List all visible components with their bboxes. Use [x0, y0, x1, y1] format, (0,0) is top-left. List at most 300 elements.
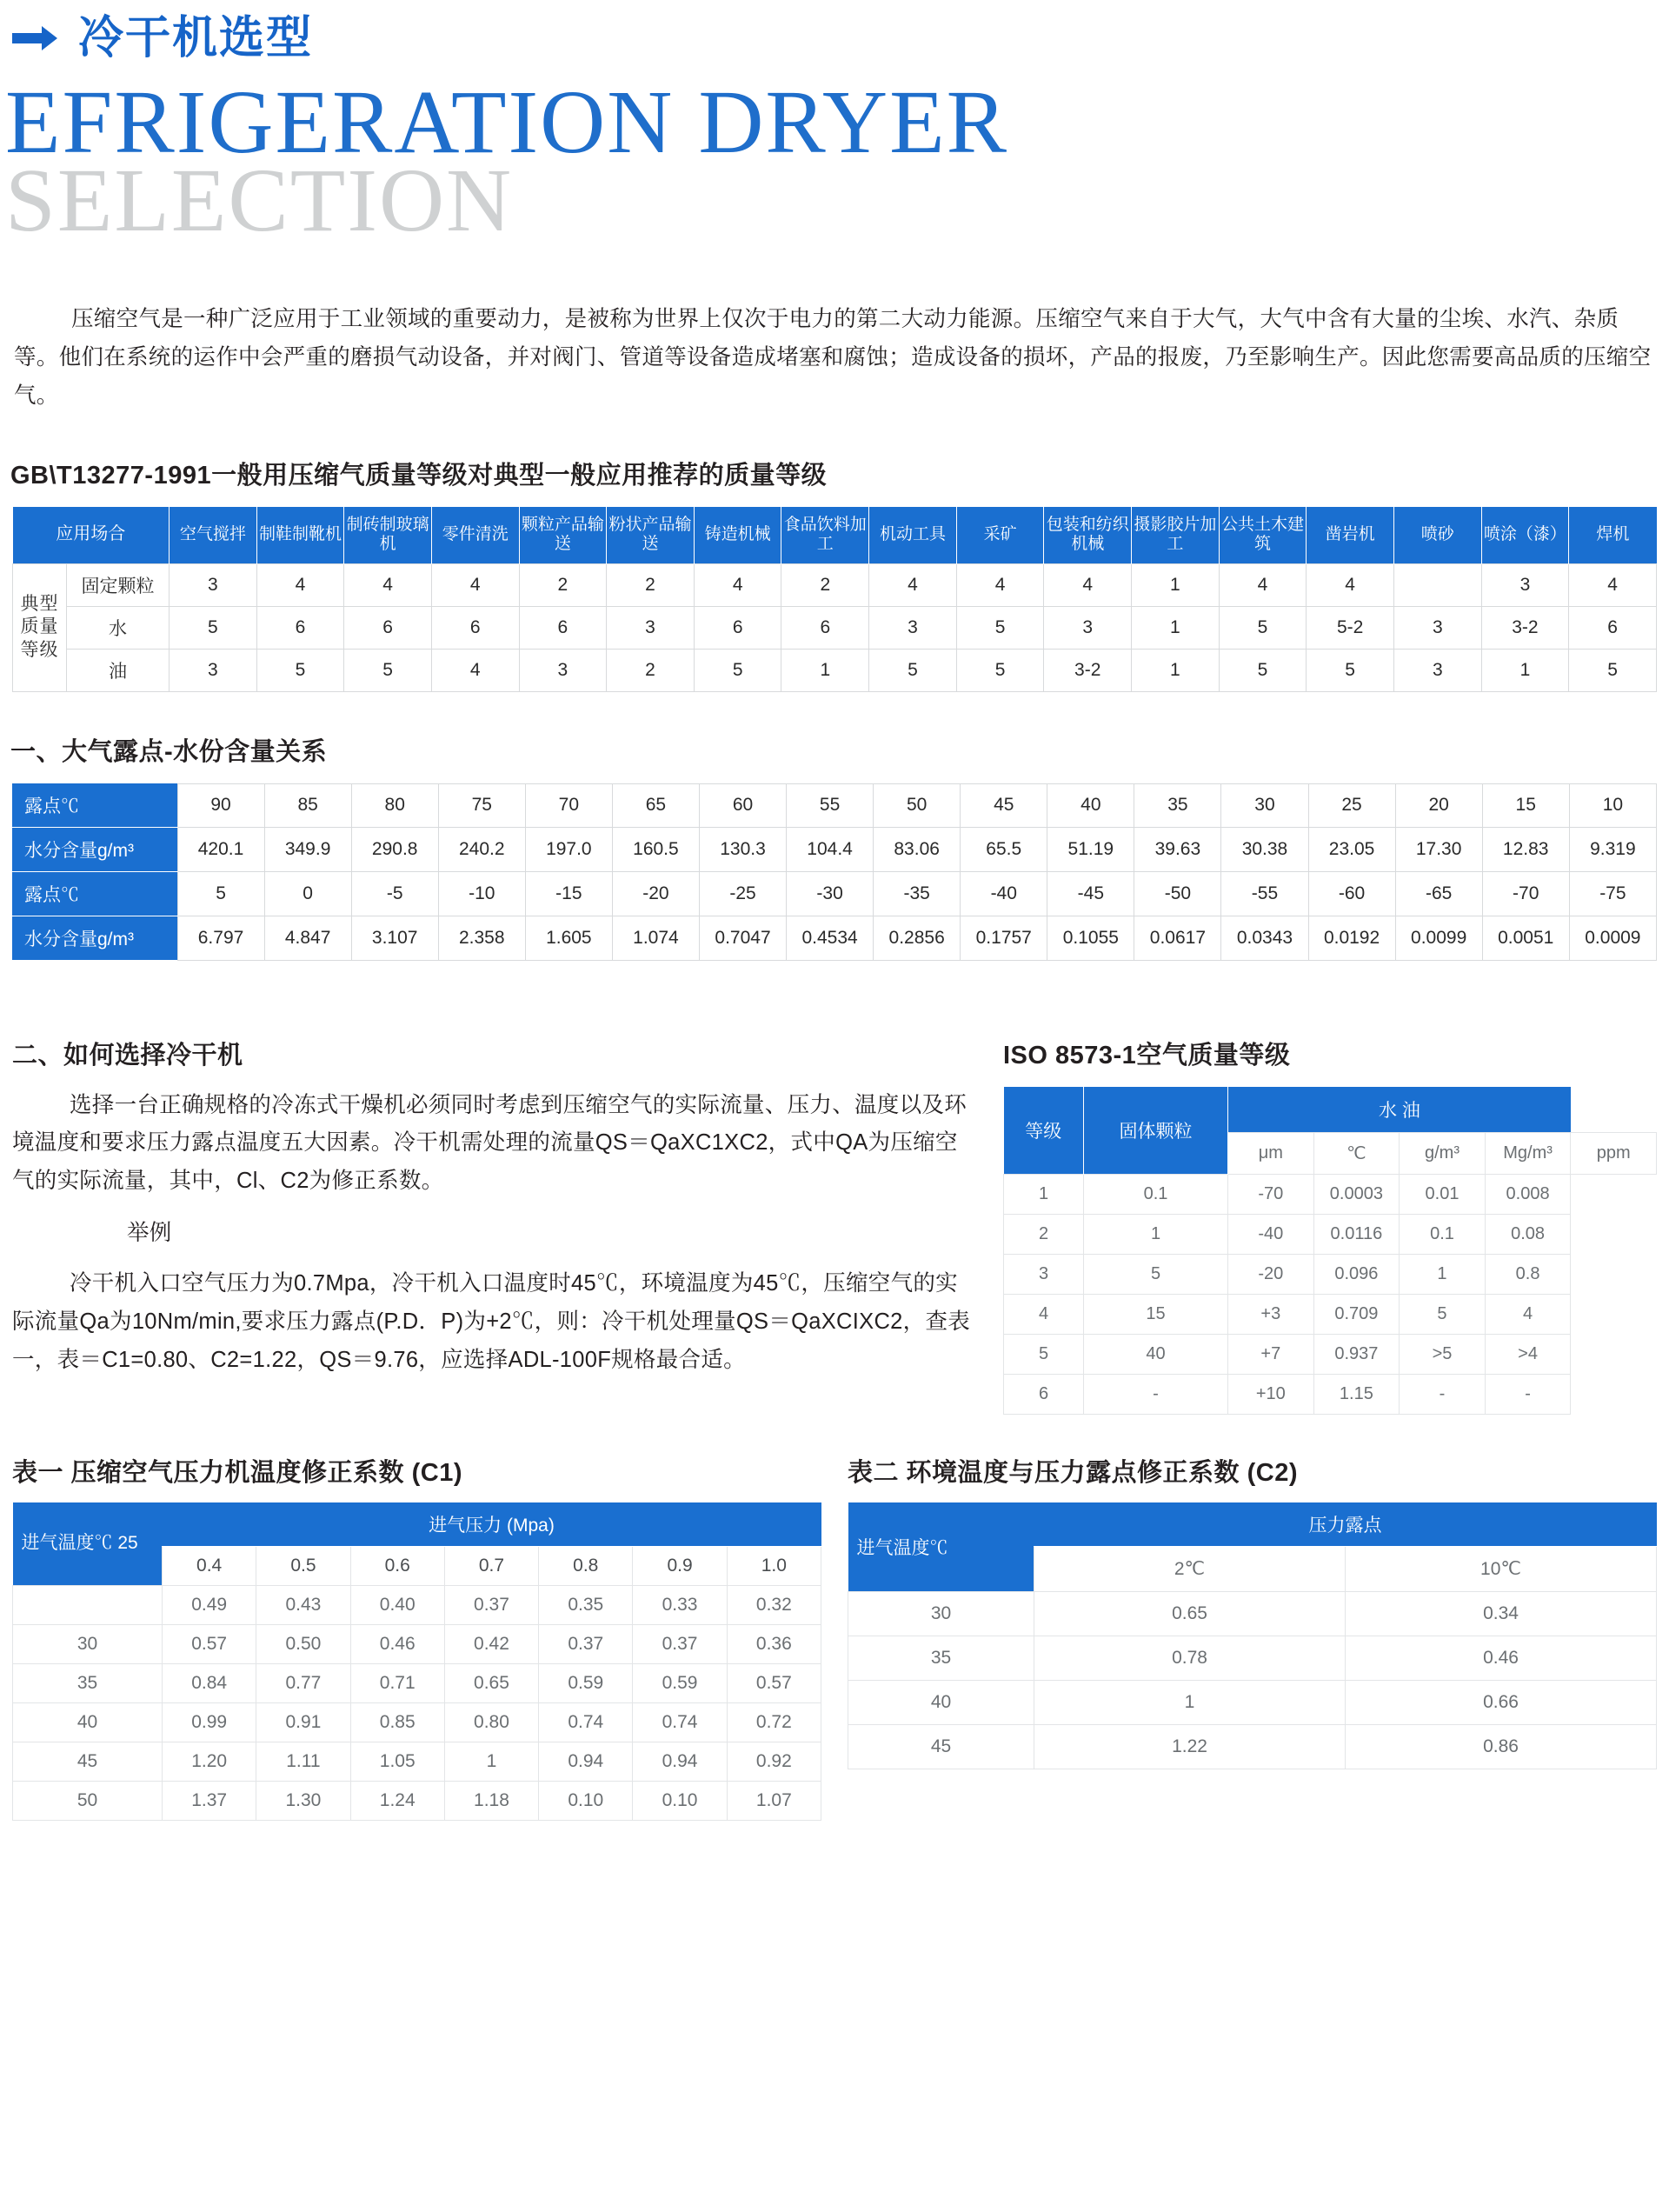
cell: 0.937	[1313, 1334, 1400, 1374]
gb-row-label-0: 固定颗粒	[67, 563, 170, 606]
howto-paragraph-1: 选择一台正确规格的冷冻式干燥机必须同时考虑到压缩空气的实际流量、压力、温度以及环境温度和要求压力露点温度五大因素。冷干机需处理的流量QS＝QaXC1XC2，式中QA为压缩空气的实际流量，其中，Cl、C2为修正系数。	[12, 1092, 967, 1194]
cell: 0.94	[539, 1742, 633, 1781]
table-c1-column	[12, 1453, 821, 1821]
cell: 5	[956, 606, 1044, 649]
iso-col-water-oil: 水 油	[1228, 1087, 1571, 1133]
page-header	[0, 0, 1669, 61]
cell: 1	[1132, 649, 1220, 691]
cell: 3	[519, 649, 607, 691]
row-label: 45	[848, 1724, 1034, 1769]
gb-corner-label: 应用场合	[13, 507, 170, 563]
cell: 10	[1569, 783, 1656, 828]
cell: 6	[781, 606, 869, 649]
cell: -40	[1228, 1214, 1314, 1254]
iso-unit-2: ℃	[1313, 1132, 1400, 1174]
cell: 0.008	[1485, 1174, 1571, 1214]
gb-section-heading: GB\T13277-1991一般用压缩气质量等级对典型一般应用推荐的质量等级	[10, 461, 828, 490]
cell: 6	[344, 606, 432, 649]
cell: 0.37	[633, 1624, 727, 1663]
cell: 0.59	[633, 1663, 727, 1702]
cell: 3	[170, 563, 257, 606]
cell: -5	[351, 872, 438, 916]
cell: 23.05	[1308, 828, 1395, 872]
cell	[1393, 563, 1481, 606]
cell: 1	[781, 649, 869, 691]
cell: 4	[956, 563, 1044, 606]
cell: 40	[1084, 1334, 1228, 1374]
cell: 2	[781, 563, 869, 606]
table-row	[848, 1636, 1657, 1680]
cell: 25	[1308, 783, 1395, 828]
gb-col-14: 喷砂	[1393, 507, 1481, 563]
cell: 2.358	[438, 916, 525, 961]
iso-unit-3: g/m³	[1400, 1132, 1486, 1174]
cell: 0.2856	[874, 916, 961, 961]
cell: 60	[699, 783, 786, 828]
row-label: 40	[848, 1680, 1034, 1724]
table-row	[1004, 1334, 1657, 1374]
gb-col-4: 颗粒产品输送	[519, 507, 607, 563]
cell: 6	[1004, 1374, 1084, 1414]
cell: +7	[1228, 1334, 1314, 1374]
correction-tables-section	[12, 1453, 1657, 1821]
cell: 1	[1132, 563, 1220, 606]
cell: 0.10	[633, 1781, 727, 1820]
cell: 1.37	[163, 1781, 256, 1820]
gb-col-12: 公共土木建筑	[1219, 507, 1307, 563]
cell: 1.605	[525, 916, 612, 961]
cell: -70	[1228, 1174, 1314, 1214]
cell: 80	[351, 783, 438, 828]
cell: 3	[170, 649, 257, 691]
cell: 1.18	[444, 1781, 538, 1820]
cell: 3	[1004, 1254, 1084, 1294]
cell: 0.9	[633, 1546, 727, 1585]
table-row	[13, 1624, 821, 1663]
table-row	[848, 1591, 1657, 1636]
iso-quality-table	[1003, 1087, 1657, 1415]
cell: 0.8	[539, 1546, 633, 1585]
cell: 90	[177, 783, 264, 828]
cell: -75	[1569, 872, 1656, 916]
table-c1-corner-label: 进气温度℃ 25	[13, 1502, 163, 1586]
cell: 0.59	[539, 1663, 633, 1702]
cell: 1.30	[256, 1781, 350, 1820]
cell: 5	[1004, 1334, 1084, 1374]
gb-col-13: 凿岩机	[1307, 507, 1394, 563]
cell: 3	[1393, 606, 1481, 649]
cell: 0.35	[539, 1585, 633, 1624]
cell: 0.91	[256, 1702, 350, 1742]
cell: 0.65	[444, 1663, 538, 1702]
cell: 0.0192	[1308, 916, 1395, 961]
row-label: 35	[848, 1636, 1034, 1680]
cell: 1.20	[163, 1742, 256, 1781]
cell: 6.797	[177, 916, 264, 961]
cell: 5	[170, 606, 257, 649]
gb-col-8: 机动工具	[869, 507, 957, 563]
iso-unit-5: ppm	[1571, 1132, 1657, 1174]
iso-unit-1: μm	[1228, 1132, 1314, 1174]
page-subtitle-en: SELECTION	[5, 150, 514, 251]
cell: -30	[787, 872, 874, 916]
gb-row-label-2: 油	[67, 649, 170, 691]
cell: 0.43	[256, 1585, 350, 1624]
cell: 0.1	[1400, 1214, 1486, 1254]
cell: 2℃	[1034, 1546, 1346, 1591]
cell: 0.78	[1034, 1636, 1346, 1680]
cell: 5	[694, 649, 781, 691]
cell: 0.0617	[1134, 916, 1221, 961]
dewpoint-table	[12, 783, 1657, 961]
cell: 15	[1482, 783, 1569, 828]
cell: -60	[1308, 872, 1395, 916]
gb-col-9: 采矿	[956, 507, 1044, 563]
cell: 0.5	[256, 1546, 350, 1585]
table-row	[13, 649, 1657, 691]
iso-heading: ISO 8573-1空气质量等级	[1003, 1041, 1291, 1069]
cell: 349.9	[264, 828, 351, 872]
cell: 0.4534	[787, 916, 874, 961]
cell: 85	[264, 783, 351, 828]
cell: 5	[256, 649, 344, 691]
cell: 0.71	[350, 1663, 444, 1702]
gb-side-label: 典型质量等级	[13, 563, 67, 691]
cell: 3	[1393, 649, 1481, 691]
cell: 4	[1485, 1294, 1571, 1334]
cell: 4	[431, 649, 519, 691]
cell: 0.49	[163, 1585, 256, 1624]
table-row	[13, 606, 1657, 649]
cell: 0.7047	[699, 916, 786, 961]
cell: 0.1	[1084, 1174, 1228, 1214]
table-row	[1004, 1374, 1657, 1414]
cell: 0	[264, 872, 351, 916]
table-header-row	[13, 507, 1657, 563]
gb-col-11: 摄影胶片加工	[1132, 507, 1220, 563]
howto-and-iso-section	[12, 996, 1657, 1415]
table-c2-band-label: 压力露点	[1034, 1502, 1657, 1547]
cell: -45	[1047, 872, 1134, 916]
cell: 6	[694, 606, 781, 649]
cell: -15	[525, 872, 612, 916]
table-c1	[12, 1502, 821, 1821]
cell: 1	[1400, 1254, 1486, 1294]
cell: 420.1	[177, 828, 264, 872]
cell: 4	[1004, 1294, 1084, 1334]
cell: 0.80	[444, 1702, 538, 1742]
dewpoint-table-wrap	[12, 783, 1657, 961]
cell: 0.096	[1313, 1254, 1400, 1294]
table-row	[13, 1702, 821, 1742]
row-label: 30	[13, 1624, 163, 1663]
cell: 5	[1400, 1294, 1486, 1334]
cell: 1	[1481, 649, 1569, 691]
table-row	[848, 1680, 1657, 1724]
table-row	[12, 872, 1657, 916]
cell: 0.709	[1313, 1294, 1400, 1334]
cell: -50	[1134, 872, 1221, 916]
cell: 5	[1219, 649, 1307, 691]
cell: 0.8	[1485, 1254, 1571, 1294]
cell: 1.074	[612, 916, 699, 961]
cell: 0.0343	[1221, 916, 1308, 961]
cell: 290.8	[351, 828, 438, 872]
cell: 4	[869, 563, 957, 606]
cell: 0.46	[350, 1624, 444, 1663]
cell: 2	[1004, 1214, 1084, 1254]
cell: 1	[1004, 1174, 1084, 1214]
iso-col-grade: 等级	[1004, 1087, 1084, 1175]
cell: 0.72	[727, 1702, 821, 1742]
cell: 0.37	[539, 1624, 633, 1663]
cell: 70	[525, 783, 612, 828]
howto-column	[12, 996, 977, 1415]
cell: 0.50	[256, 1624, 350, 1663]
cell: 35	[1134, 783, 1221, 828]
cell: 5	[1569, 649, 1657, 691]
cell: 104.4	[787, 828, 874, 872]
cell: 0.6	[350, 1546, 444, 1585]
page-title-cn: 冷干机选型	[78, 13, 314, 63]
cell: 5-2	[1307, 606, 1394, 649]
cell: 0.37	[444, 1585, 538, 1624]
row-label: 35	[13, 1663, 163, 1702]
cell: 4	[1219, 563, 1307, 606]
cell: 50	[874, 783, 961, 828]
cell: 5	[1219, 606, 1307, 649]
arrow-right-icon	[10, 21, 59, 56]
gb-col-10: 包装和纺织机械	[1044, 507, 1132, 563]
cell: 197.0	[525, 828, 612, 872]
cell: 6	[431, 606, 519, 649]
iso-unit-4: Mg/m³	[1485, 1132, 1571, 1174]
table-c1-band-label: 进气压力 (Mpa)	[163, 1502, 821, 1547]
cell: 10℃	[1346, 1546, 1657, 1591]
cell: 0.99	[163, 1702, 256, 1742]
table-row	[13, 563, 1657, 606]
cell: 9.319	[1569, 828, 1656, 872]
dew-row-label-1: 水分含量g/m³	[12, 828, 177, 872]
cell: 0.66	[1346, 1680, 1657, 1724]
cell: -20	[612, 872, 699, 916]
table-header-row	[1004, 1087, 1657, 1133]
cell: 40	[1047, 783, 1134, 828]
cell: 0.33	[633, 1585, 727, 1624]
table-row	[12, 783, 1657, 828]
cell: -	[1485, 1374, 1571, 1414]
cell: -35	[874, 872, 961, 916]
cell: 0.34	[1346, 1591, 1657, 1636]
table-c2-column	[848, 1453, 1657, 1821]
cell: 2	[607, 649, 695, 691]
dew-row-label-2: 露点℃	[12, 872, 177, 916]
cell: 15	[1084, 1294, 1228, 1334]
cell: -40	[961, 872, 1047, 916]
cell: >4	[1485, 1334, 1571, 1374]
cell: 1	[444, 1742, 538, 1781]
cell: 5	[344, 649, 432, 691]
table-row	[848, 1724, 1657, 1769]
cell: 0.0116	[1313, 1214, 1400, 1254]
cell: 0.57	[163, 1624, 256, 1663]
cell: -10	[438, 872, 525, 916]
cell: 6	[1569, 606, 1657, 649]
cell: 0.08	[1485, 1214, 1571, 1254]
cell: 17.30	[1395, 828, 1482, 872]
cell: 240.2	[438, 828, 525, 872]
table-row	[1004, 1214, 1657, 1254]
cell: 1.24	[350, 1781, 444, 1820]
cell: 1	[1132, 606, 1220, 649]
cell: 5	[1084, 1254, 1228, 1294]
cell: 4	[344, 563, 432, 606]
cell: 55	[787, 783, 874, 828]
cell: 130.3	[699, 828, 786, 872]
table-c2	[848, 1502, 1657, 1769]
cell: 30.38	[1221, 828, 1308, 872]
cell: 1.22	[1034, 1724, 1346, 1769]
cell: 4	[1044, 563, 1132, 606]
gb-col-3: 零件清洗	[431, 507, 519, 563]
iso-col-solid: 固体颗粒	[1084, 1087, 1228, 1175]
gb-col-7: 食品饮料加工	[781, 507, 869, 563]
table-row	[1004, 1254, 1657, 1294]
cell: 4	[1569, 563, 1657, 606]
row-label: 50	[13, 1781, 163, 1820]
cell: 0.77	[256, 1663, 350, 1702]
cell: 3-2	[1481, 606, 1569, 649]
cell: 51.19	[1047, 828, 1134, 872]
cell: 6	[256, 606, 344, 649]
cell: 0.1055	[1047, 916, 1134, 961]
cell: 0.32	[727, 1585, 821, 1624]
cell: 1	[1034, 1680, 1346, 1724]
cell: 39.63	[1134, 828, 1221, 872]
cell: 0.10	[539, 1781, 633, 1820]
cell: 5	[177, 872, 264, 916]
cell: -	[1084, 1374, 1228, 1414]
cell: 0.74	[539, 1702, 633, 1742]
cell: 4	[256, 563, 344, 606]
cell: 65.5	[961, 828, 1047, 872]
cell: 1.11	[256, 1742, 350, 1781]
cell: 3	[607, 606, 695, 649]
cell: 0.85	[350, 1702, 444, 1742]
cell: -25	[699, 872, 786, 916]
table-row	[1004, 1174, 1657, 1214]
table-row	[12, 828, 1657, 872]
cell: 5	[1307, 649, 1394, 691]
row-label: 40	[13, 1702, 163, 1742]
cell: 0.46	[1346, 1636, 1657, 1680]
cell: 0.7	[444, 1546, 538, 1585]
cell: 4	[1307, 563, 1394, 606]
cell: 0.86	[1346, 1724, 1657, 1769]
cell: 0.40	[350, 1585, 444, 1624]
cell: 1.0	[727, 1546, 821, 1585]
cell: 45	[961, 783, 1047, 828]
iso-column	[1003, 996, 1657, 1415]
gb-col-2: 制砖制玻璃机	[344, 507, 432, 563]
table-header-row	[13, 1502, 821, 1547]
cell: 0.74	[633, 1702, 727, 1742]
page-title-en: EFRIGERATION DRYER	[5, 72, 1009, 172]
cell: 0.4	[163, 1546, 256, 1585]
cell: 5	[956, 649, 1044, 691]
cell: -	[1400, 1374, 1486, 1414]
dew-row-label-0: 露点℃	[12, 783, 177, 828]
cell: 6	[519, 606, 607, 649]
table-c2-corner-label: 进气温度℃	[848, 1502, 1034, 1592]
howto-example-label: 举例	[127, 1221, 172, 1246]
cell: 1.05	[350, 1742, 444, 1781]
table-c2-heading: 表二 环境温度与压力露点修正系数 (C2)	[848, 1458, 1299, 1487]
table-row	[13, 1781, 821, 1820]
cell: 0.94	[633, 1742, 727, 1781]
cell: 1.07	[727, 1781, 821, 1820]
gb-col-5: 粉状产品输送	[607, 507, 695, 563]
cell: 0.36	[727, 1624, 821, 1663]
cell: 4	[694, 563, 781, 606]
cell: -20	[1228, 1254, 1314, 1294]
cell: 12.83	[1482, 828, 1569, 872]
cell: 160.5	[612, 828, 699, 872]
row-label: 45	[13, 1742, 163, 1781]
table-row	[12, 916, 1657, 961]
cell: 3.107	[351, 916, 438, 961]
table-row	[13, 1663, 821, 1702]
cell: 3	[1044, 606, 1132, 649]
cell: 65	[612, 783, 699, 828]
cell: 1.15	[1313, 1374, 1400, 1414]
gb-col-6: 铸造机械	[694, 507, 781, 563]
cell: 5	[869, 649, 957, 691]
cell: 0.65	[1034, 1591, 1346, 1636]
gb-col-1: 制鞋制靴机	[256, 507, 344, 563]
howto-heading: 二、如何选择冷干机	[12, 1041, 243, 1069]
gb-quality-table	[12, 507, 1657, 692]
table-c1-heading: 表一 压缩空气压力机温度修正系数 (C1)	[12, 1458, 463, 1487]
cell: -65	[1395, 872, 1482, 916]
gb-col-0: 空气搅拌	[170, 507, 257, 563]
cell: >5	[1400, 1334, 1486, 1374]
gb-table-wrap	[12, 507, 1657, 692]
cell: 0.0003	[1313, 1174, 1400, 1214]
cell: 2	[519, 563, 607, 606]
cell: 4	[431, 563, 519, 606]
table-header-row	[848, 1502, 1657, 1547]
cell: 0.92	[727, 1742, 821, 1781]
cell: 3	[869, 606, 957, 649]
gb-col-15: 喷涂（漆）	[1481, 507, 1569, 563]
gb-row-label-1: 水	[67, 606, 170, 649]
cell: 4.847	[264, 916, 351, 961]
cell: 0.84	[163, 1663, 256, 1702]
cell: 1	[1084, 1214, 1228, 1254]
cell: +10	[1228, 1374, 1314, 1414]
table-row	[13, 1585, 821, 1624]
cell: 83.06	[874, 828, 961, 872]
cell: 0.0099	[1395, 916, 1482, 961]
table-row	[13, 1742, 821, 1781]
cell: 30	[1221, 783, 1308, 828]
cell: 2	[607, 563, 695, 606]
cell: 3	[1481, 563, 1569, 606]
cell: 3-2	[1044, 649, 1132, 691]
row-label	[13, 1585, 163, 1624]
cell: 0.57	[727, 1663, 821, 1702]
